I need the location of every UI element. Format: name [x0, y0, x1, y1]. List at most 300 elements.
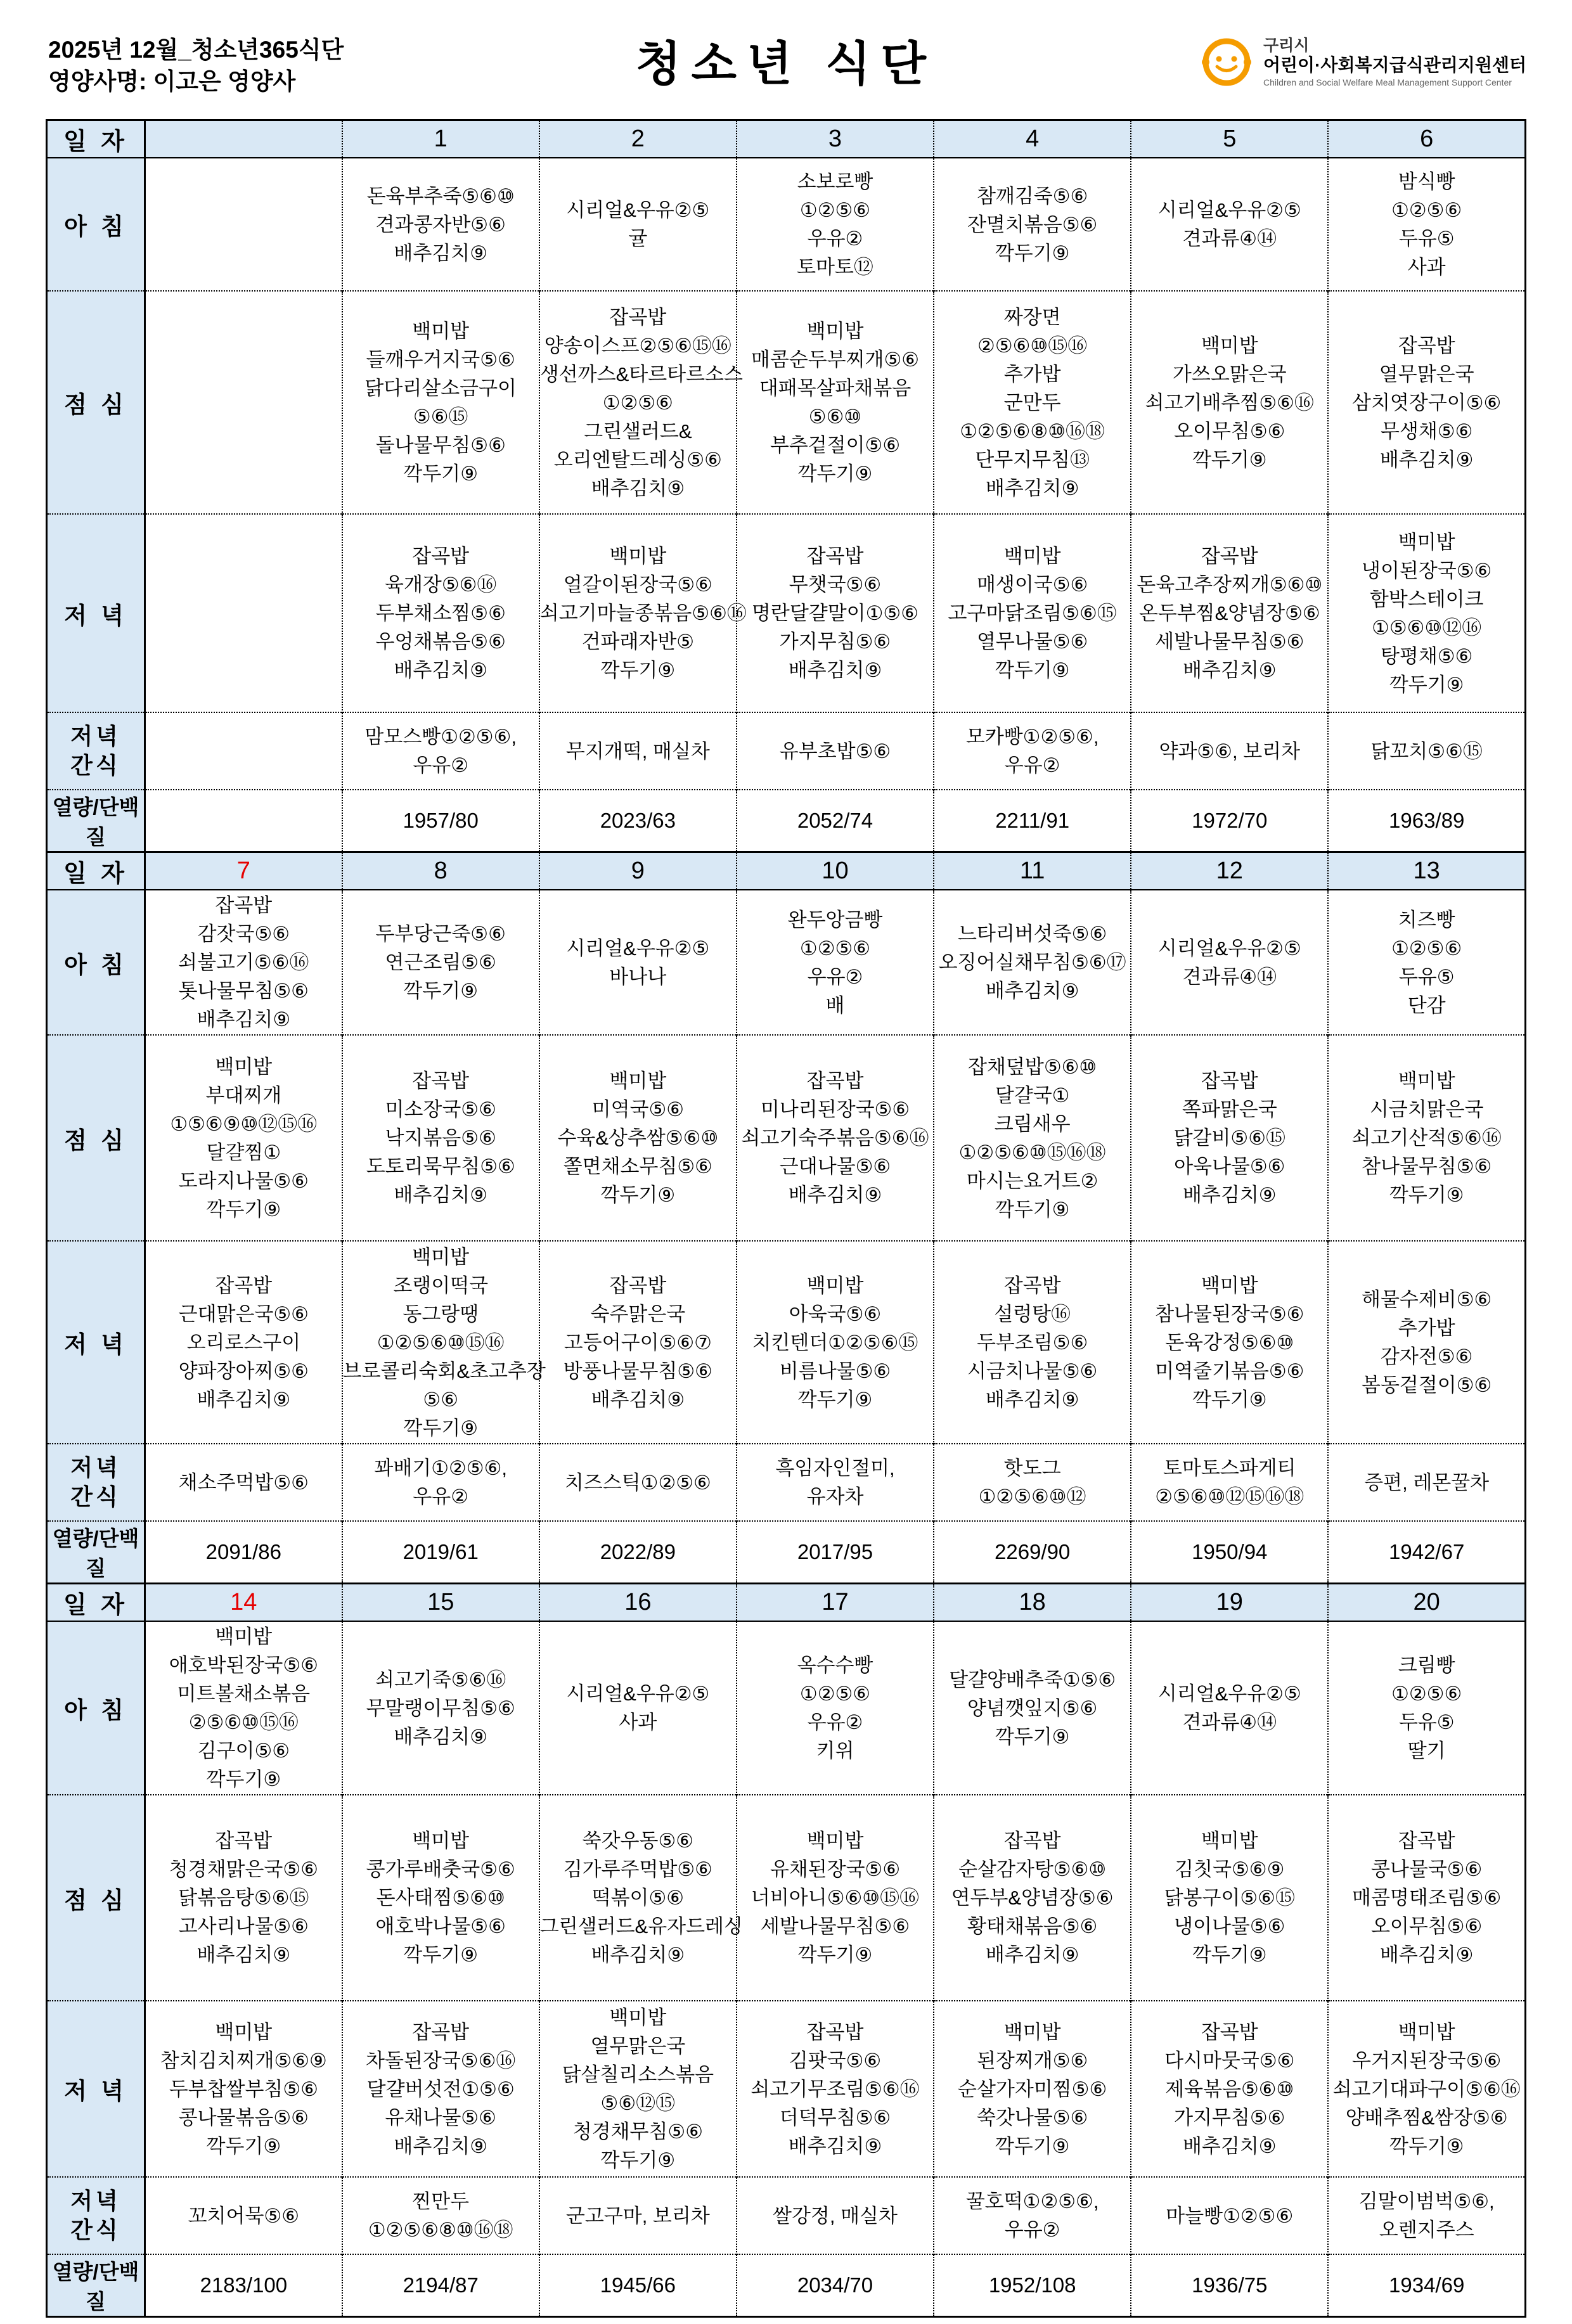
- menu-item: 깍두기⑨: [1389, 2135, 1464, 2157]
- menu-item: 무생채⑤⑥: [1380, 420, 1473, 442]
- calories-value: 1942/67: [1328, 1521, 1525, 1584]
- menu-table: [46, 119, 1526, 2318]
- menu-item: 배추김치⑨: [591, 477, 685, 499]
- menu-item: 백미밥: [806, 1274, 864, 1297]
- dinner-menu-cell: [934, 514, 1131, 712]
- menu-item: 쪽파맑은국: [1182, 1098, 1277, 1120]
- snack-cell: [145, 712, 342, 790]
- menu-item: 유채나물⑤⑥: [385, 2106, 496, 2129]
- menu-item: 잡곡밥: [609, 305, 667, 328]
- menu-item: ⑤⑥⑮: [413, 406, 468, 428]
- logo-org-name-en: Children and Social Welfare Meal Management Support Center: [1263, 77, 1512, 87]
- dinner-menu-cell: [934, 1241, 1131, 1444]
- menu-item: 배추김치⑨: [985, 477, 1079, 499]
- menu-item: 우유②: [807, 965, 863, 988]
- menu-item: 콩나물국⑤⑥: [1370, 1858, 1483, 1880]
- menu-item: 열무맑은국: [590, 2035, 686, 2057]
- menu-item: 두부채소찜⑤⑥: [375, 602, 506, 624]
- menu-item: 백미밥: [1201, 1274, 1258, 1297]
- day-number: 18: [934, 1584, 1131, 1622]
- snack-cell: [342, 712, 539, 790]
- menu-item: 단감: [1407, 994, 1446, 1017]
- day-number: 11: [934, 852, 1131, 890]
- center-logo: [1197, 33, 1526, 91]
- dinner-menu-cell: [1328, 1241, 1525, 1444]
- dinner-menu-cell: [342, 514, 539, 712]
- calories-value: 1957/80: [342, 790, 539, 852]
- menu-item: 백미밥: [215, 2020, 273, 2043]
- menu-item: 세발나물무침⑤⑥: [760, 1915, 910, 1937]
- menu-item: 애호박나물⑤⑥: [375, 1915, 506, 1937]
- lunch-menu-cell: [1328, 291, 1525, 514]
- menu-item: 두부조림⑤⑥: [976, 1331, 1088, 1354]
- snack-item: 쌀강정, 매실차: [773, 2204, 898, 2227]
- menu-item: 열무나물⑤⑥: [976, 631, 1088, 653]
- menu-item: 배추김치⑨: [394, 1725, 487, 1748]
- menu-item: 부대찌개: [205, 1084, 282, 1107]
- snack-item: 우유②: [413, 754, 469, 776]
- dinner-menu-cell: [1328, 514, 1525, 712]
- breakfast-menu-cell: [1328, 158, 1525, 291]
- menu-item: 백미밥: [806, 320, 864, 342]
- menu-item: 다시마뭇국⑤⑥: [1164, 2049, 1295, 2072]
- menu-item: 견과류④⑭: [1182, 965, 1277, 988]
- lunch-menu-cell: [539, 1035, 737, 1241]
- row-label-calories: 열량/단백질: [47, 790, 145, 852]
- row-label-calories: 열량/단백질: [47, 2254, 145, 2317]
- dinner-menu-cell: [1131, 514, 1328, 712]
- calories-value: 1945/66: [539, 2254, 737, 2317]
- row-label-breakfast: 아 침: [47, 158, 145, 291]
- menu-item: 배추김치⑨: [985, 980, 1079, 1002]
- menu-item: 추가밥: [1398, 1317, 1455, 1339]
- menu-item: 건파래자반⑤: [581, 631, 695, 653]
- menu-item: 배추김치⑨: [394, 1184, 487, 1206]
- menu-item: 달걀양배추죽①⑤⑥: [949, 1668, 1116, 1691]
- day-number: 15: [342, 1584, 539, 1622]
- lunch-menu-cell: [1131, 291, 1328, 514]
- day-number: 9: [539, 852, 737, 890]
- menu-item: ①②⑤⑥⑩⑮⑯: [377, 1331, 505, 1354]
- menu-item: 무챗국⑤⑥: [789, 574, 882, 596]
- breakfast-menu-cell: [539, 1621, 737, 1795]
- menu-item: 냉이된장국⑤⑥: [1362, 559, 1492, 582]
- menu-item: 닭봉구이⑤⑥⑮: [1164, 1887, 1295, 1909]
- day-number: 17: [737, 1584, 934, 1622]
- day-number: 13: [1328, 852, 1525, 890]
- menu-item: 도라지나물⑤⑥: [178, 1169, 309, 1192]
- menu-item: 닭갈비⑤⑥⑮: [1173, 1127, 1285, 1149]
- snack-item: 우유②: [1004, 2219, 1060, 2241]
- menu-item: 오징어실채무침⑤⑥⑰: [938, 951, 1126, 973]
- row-label-snack: 저녁 간식: [47, 712, 145, 790]
- breakfast-menu-cell: [145, 890, 342, 1035]
- menu-item: 그린샐러드&유자드레싱: [539, 1915, 743, 1937]
- calories-value: 2194/87: [342, 2254, 539, 2317]
- menu-item: 배추김치⑨: [394, 241, 487, 264]
- menu-item: 두부찹쌀부침⑤⑥: [169, 2077, 318, 2100]
- menu-item: 방풍나물무침⑤⑥: [563, 1359, 712, 1382]
- menu-item: 백미밥: [1003, 545, 1061, 567]
- menu-item: 쫄면채소무침⑤⑥: [563, 1155, 712, 1178]
- row-label-dinner: 저 녁: [47, 1241, 145, 1444]
- menu-item: 깍두기⑨: [995, 2135, 1070, 2157]
- lunch-menu-cell: [934, 291, 1131, 514]
- calories-value: 1950/94: [1131, 1521, 1328, 1584]
- breakfast-menu-cell: [934, 1621, 1131, 1795]
- menu-item: 숙주맑은국: [590, 1302, 686, 1325]
- menu-item: 깍두기⑨: [600, 659, 676, 681]
- menu-item: 달걀버섯전①⑤⑥: [366, 2077, 515, 2100]
- menu-item: 잡곡밥: [1003, 1274, 1061, 1297]
- snack-item: 꽈배기①②⑤⑥,: [374, 1457, 508, 1479]
- snack-item: 증편, 레몬꿀차: [1364, 1471, 1490, 1494]
- menu-item: 배추김치⑨: [196, 1944, 291, 1966]
- snack-cell: [145, 1444, 342, 1521]
- calories-value: 2269/90: [934, 1521, 1131, 1584]
- menu-item: 바나나: [609, 965, 667, 988]
- page-header: [46, 22, 1526, 118]
- day-number: 12: [1131, 852, 1328, 890]
- menu-item: 쇠고기배추찜⑤⑥⑯: [1145, 391, 1314, 414]
- menu-item: 느타리버섯죽⑤⑥: [958, 923, 1107, 945]
- breakfast-menu-cell: [1328, 1621, 1525, 1795]
- calories-value: 2019/61: [342, 1521, 539, 1584]
- lunch-menu-cell: [1131, 1795, 1328, 2001]
- menu-item: 키위: [816, 1740, 854, 1762]
- menu-item: 군만두: [1003, 391, 1061, 414]
- menu-item: 치즈빵: [1398, 908, 1455, 931]
- menu-item: 오리엔탈드레싱⑤⑥: [553, 448, 722, 471]
- menu-item: 떡볶이⑤⑥: [591, 1887, 685, 1909]
- menu-item: 아욱나물⑤⑥: [1174, 1155, 1285, 1178]
- snack-item: 흑임자인절미,: [775, 1457, 895, 1479]
- menu-item: 잡곡밥: [1201, 2020, 1258, 2043]
- menu-item: 배추김치⑨: [1379, 1944, 1474, 1966]
- menu-item: 깍두기⑨: [1389, 673, 1464, 696]
- calories-value: 1963/89: [1328, 790, 1525, 852]
- dinner-menu-cell: [934, 2001, 1131, 2177]
- menu-item: 쇠불고기⑤⑥⑯: [178, 951, 309, 973]
- menu-item: 완두앙금빵: [787, 908, 883, 931]
- breakfast-menu-cell: [1328, 890, 1525, 1035]
- menu-item: 황태채볶음⑤⑥: [967, 1915, 1098, 1937]
- menu-item: 시리얼&우유②⑤: [1157, 1683, 1301, 1705]
- menu-item: 단무지무침⑬: [975, 448, 1090, 471]
- snack-cell: [1131, 2177, 1328, 2254]
- menu-item: 그린샐러드&: [584, 420, 692, 442]
- snack-cell: [1131, 712, 1328, 790]
- menu-item: 부추겉절이⑤⑥: [770, 434, 901, 456]
- calories-value: 1936/75: [1131, 2254, 1328, 2317]
- snack-item: 오렌지주스: [1379, 2219, 1474, 2241]
- menu-item: 시금치맑은국: [1369, 1098, 1484, 1120]
- menu-item: 깍두기⑨: [600, 1184, 676, 1206]
- menu-item: 애호박된장국⑤⑥: [169, 1654, 318, 1676]
- menu-item: 톳나물무침⑤⑥: [178, 980, 309, 1002]
- breakfast-menu-cell: [934, 158, 1131, 291]
- dinner-menu-cell: [737, 514, 934, 712]
- menu-item: 두유⑤: [1398, 228, 1455, 250]
- menu-item: 배추김치⑨: [788, 659, 882, 681]
- menu-item: 참치김치찌개⑤⑥⑨: [160, 2049, 327, 2072]
- lunch-menu-cell: [342, 1795, 539, 2001]
- menu-item: 배추김치⑨: [788, 2135, 882, 2157]
- snack-cell: [934, 712, 1131, 790]
- menu-item: 미역국⑤⑥: [591, 1098, 685, 1120]
- menu-item: 치킨텐더①②⑤⑥⑮: [752, 1331, 918, 1354]
- calories-value: 1972/70: [1131, 790, 1328, 852]
- menu-item: 연두부&양념장⑤⑥: [951, 1887, 1114, 1909]
- menu-item: 돈육고추장찌개⑤⑥⑩: [1137, 574, 1323, 596]
- menu-item: 돈육강정⑤⑥⑩: [1165, 1331, 1294, 1354]
- menu-item: 백미밥: [1003, 2020, 1061, 2043]
- day-number: 4: [934, 120, 1131, 158]
- menu-item: 낙지볶음⑤⑥: [385, 1127, 496, 1149]
- menu-item: 배추김치⑨: [788, 1184, 882, 1206]
- calories-value: 2091/86: [145, 1521, 342, 1584]
- lunch-menu-cell: [539, 1795, 743, 2001]
- menu-item: 깍두기⑨: [403, 1944, 479, 1966]
- snack-item: 치즈스틱①②⑤⑥: [564, 1471, 711, 1494]
- menu-item: 옥수수빵: [797, 1654, 873, 1676]
- menu-item: 잔멸치볶음⑤⑥: [967, 213, 1098, 236]
- snack-item: 무지개떡, 매실차: [565, 740, 710, 762]
- menu-item: 청경채무침⑤⑥: [572, 2121, 703, 2143]
- menu-item: 봄동겉절이⑤⑥: [1362, 1374, 1492, 1396]
- dietitian-name: 영양사명: 이고은 영양사: [48, 68, 296, 94]
- menu-item: 배추김치⑨: [985, 1944, 1079, 1966]
- menu-item: ⑤⑥⑩: [808, 406, 862, 428]
- breakfast-menu-cell: [342, 890, 539, 1035]
- menu-item: 백미밥: [609, 545, 667, 567]
- menu-item: 배추김치⑨: [985, 1388, 1079, 1411]
- menu-item: 매콤순두부찌개⑤⑥: [751, 349, 920, 371]
- breakfast-menu-cell: [737, 158, 934, 291]
- menu-item: ①②⑤⑥: [1391, 937, 1462, 960]
- menu-item: 온두부찜&양념장⑤⑥: [1138, 602, 1320, 624]
- menu-item: 열무맑은국: [1379, 363, 1474, 385]
- menu-item: 달걀찜①: [206, 1141, 281, 1164]
- snack-item: 맘모스빵①②⑤⑥,: [364, 726, 517, 748]
- menu-item: 잡곡밥: [1398, 1830, 1455, 1852]
- menu-item: 토마토⑫: [797, 256, 873, 278]
- dinner-menu-cell: [1131, 1241, 1328, 1444]
- menu-item: 두유⑤: [1398, 965, 1455, 988]
- menu-item: 깍두기⑨: [995, 1725, 1070, 1748]
- menu-item: ①②⑤⑥: [1391, 1683, 1462, 1705]
- snack-cell: [342, 2177, 539, 2254]
- day-number: 20: [1328, 1584, 1525, 1622]
- menu-item: 명란달걀말이①⑤⑥: [751, 602, 919, 624]
- menu-item: 감잣국⑤⑥: [197, 923, 290, 945]
- menu-item: 설렁탕⑯: [994, 1302, 1071, 1325]
- menu-item: 잡곡밥: [412, 545, 470, 567]
- dinner-menu-cell: [737, 1241, 934, 1444]
- menu-item: 쇠고기마늘종볶음⑤⑥⑯: [539, 602, 747, 624]
- lunch-menu-cell: [145, 1795, 342, 2001]
- menu-item: 깍두기⑨: [797, 463, 873, 485]
- menu-item: 시리얼&우유②⑤: [566, 937, 710, 960]
- menu-item: 오이무침⑤⑥: [1174, 420, 1285, 442]
- calories-value: 2023/63: [539, 790, 737, 852]
- row-label-date: 일 자: [47, 120, 145, 158]
- plan-info: [48, 34, 344, 98]
- menu-item: 냉이나물⑤⑥: [1174, 1915, 1285, 1937]
- menu-item: 사과: [1407, 256, 1446, 278]
- snack-item: 핫도그: [1003, 1457, 1061, 1479]
- menu-item: 두유⑤: [1398, 1711, 1455, 1733]
- dinner-menu-cell: [539, 514, 747, 712]
- menu-item: 가지무침⑤⑥: [1174, 2106, 1285, 2129]
- menu-item: ①⑤⑥⑩⑫⑯: [1372, 616, 1482, 639]
- menu-item: 닭볶음탕⑤⑥⑮: [178, 1887, 309, 1909]
- menu-item: 백미밥: [609, 2006, 667, 2029]
- menu-item: 깍두기⑨: [995, 659, 1070, 681]
- menu-item: 김팟국⑤⑥: [789, 2049, 882, 2072]
- menu-item: 잡곡밥: [215, 1830, 273, 1852]
- menu-item: 고사리나물⑤⑥: [178, 1915, 309, 1937]
- menu-item: 잡채덮밥⑤⑥⑩: [968, 1055, 1097, 1078]
- menu-item: 쇠고기숙주볶음⑤⑥⑯: [741, 1127, 929, 1149]
- smiley-face-icon: [1197, 33, 1256, 91]
- menu-item: 해물수제비⑤⑥: [1362, 1288, 1492, 1311]
- menu-item: 배추김치⑨: [591, 1388, 685, 1411]
- menu-item: 깍두기⑨: [995, 1198, 1070, 1221]
- day-number: 5: [1131, 120, 1328, 158]
- menu-item: 제육볶음⑤⑥⑩: [1165, 2077, 1294, 2100]
- breakfast-menu-cell: [1131, 1621, 1328, 1795]
- lunch-menu-cell: [737, 291, 934, 514]
- logo-city: 구리시: [1263, 36, 1310, 55]
- menu-item: 배추김치⑨: [394, 2135, 487, 2157]
- snack-cell: [539, 1444, 737, 1521]
- menu-item: 잡곡밥: [215, 894, 273, 916]
- menu-item: 깍두기⑨: [1192, 1944, 1267, 1966]
- menu-item: ①②⑤⑥: [799, 199, 871, 221]
- menu-item: 콩나물볶음⑤⑥: [178, 2106, 309, 2129]
- calories-value: 2017/95: [737, 1521, 934, 1584]
- snack-item: 유부초밥⑤⑥: [779, 740, 891, 762]
- menu-item: 오이무침⑤⑥: [1370, 1915, 1483, 1937]
- menu-item: 배추김치⑨: [1182, 2135, 1277, 2157]
- menu-item: 배추김치⑨: [394, 659, 487, 681]
- snack-item: 꿀호떡①②⑤⑥,: [965, 2190, 1099, 2212]
- menu-item: 잡곡밥: [806, 545, 864, 567]
- lunch-menu-cell: [934, 1795, 1131, 2001]
- menu-item: ②⑤⑥⑩⑮⑯: [977, 334, 1088, 357]
- menu-item: 감자전⑤⑥: [1380, 1345, 1473, 1368]
- snack-cell: [1328, 1444, 1525, 1521]
- menu-item: 우엉채볶음⑤⑥: [375, 631, 506, 653]
- dinner-menu-cell: [145, 1241, 342, 1444]
- menu-item: 고등어구이⑤⑥⑦: [564, 1331, 712, 1354]
- menu-item: 육개장⑤⑥⑯: [385, 574, 497, 596]
- menu-item: 밤식빵: [1398, 170, 1455, 193]
- menu-item: 백미밥: [215, 1626, 273, 1648]
- menu-item: 참깨김죽⑤⑥: [976, 184, 1088, 207]
- breakfast-menu-cell: [737, 1621, 934, 1795]
- menu-item: 차돌된장국⑤⑥⑯: [366, 2049, 516, 2072]
- calories-value: 1952/108: [934, 2254, 1131, 2317]
- calories-value: 2052/74: [737, 790, 934, 852]
- menu-item: 청경채맑은국⑤⑥: [169, 1858, 318, 1880]
- snack-cell: [934, 2177, 1131, 2254]
- menu-item: 된장찌개⑤⑥: [976, 2049, 1088, 2072]
- breakfast-menu-cell: [342, 158, 539, 291]
- plan-month-title: 2025년 12월_청소년365식단: [48, 37, 344, 63]
- menu-item: 딸기: [1407, 1740, 1446, 1762]
- snack-item: 마늘빵①②⑤⑥: [1166, 2204, 1294, 2227]
- day-number: 14: [145, 1584, 342, 1622]
- menu-item: 견과류④⑭: [1182, 228, 1277, 250]
- menu-item: 양송이스프②⑤⑥⑮⑯: [544, 334, 731, 357]
- day-number: 3: [737, 120, 934, 158]
- calories-value: 2034/70: [737, 2254, 934, 2317]
- menu-item: 쇠고기무조림⑤⑥⑯: [751, 2077, 920, 2100]
- menu-item: 추가밥: [1003, 363, 1061, 385]
- dinner-menu-cell: [145, 514, 342, 712]
- snack-item: 약과⑤⑥, 보리차: [1159, 740, 1301, 762]
- menu-item: 배추김치⑨: [196, 1388, 291, 1411]
- lunch-menu-cell: [539, 291, 743, 514]
- menu-item: 콩가루배춧국⑤⑥: [366, 1858, 515, 1880]
- menu-item: ②⑤⑥⑩⑮⑯: [188, 1711, 299, 1733]
- menu-item: 두부당근죽⑤⑥: [375, 923, 506, 945]
- menu-item: 브로콜리숙회&초고추장: [342, 1359, 546, 1382]
- menu-item: 크림새우: [994, 1112, 1071, 1135]
- menu-item: 깍두기⑨: [403, 980, 479, 1002]
- menu-item: 잡곡밥: [1003, 1830, 1061, 1852]
- menu-item: 쑥갓나물⑤⑥: [976, 2106, 1088, 2129]
- breakfast-menu-cell: [1131, 890, 1328, 1035]
- snack-item: 모카빵①②⑤⑥,: [965, 726, 1099, 748]
- menu-item: ①②⑤⑥⑩⑮⑯⑱: [958, 1141, 1106, 1164]
- menu-item: 대패목살파채볶음: [759, 377, 912, 399]
- menu-item: 양념깻잎지⑤⑥: [967, 1697, 1098, 1719]
- menu-item: 우유②: [807, 1711, 863, 1733]
- menu-item: 깍두기⑨: [797, 1388, 873, 1411]
- day-number: 6: [1328, 120, 1525, 158]
- day-number: [145, 120, 342, 158]
- menu-item: 근대나물⑤⑥: [779, 1155, 891, 1178]
- lunch-menu-cell: [1131, 1035, 1328, 1241]
- menu-item: 닭다리살소금구이: [364, 377, 517, 399]
- breakfast-menu-cell: [342, 1621, 539, 1795]
- menu-item: 견과류④⑭: [1182, 1711, 1277, 1733]
- snack-cell: [1328, 2177, 1525, 2254]
- snack-cell: [1328, 712, 1525, 790]
- menu-item: 잡곡밥: [609, 1274, 667, 1297]
- menu-item: 백미밥: [609, 1070, 667, 1092]
- menu-item: 쇠고기대파구이⑤⑥⑯: [1332, 2077, 1521, 2100]
- menu-item: 백미밥: [1201, 334, 1258, 357]
- menu-item: 잡곡밥: [806, 1070, 864, 1092]
- menu-item: 깍두기⑨: [403, 1416, 479, 1439]
- menu-item: 쑥갓우동⑤⑥: [582, 1830, 694, 1852]
- menu-item: ①②⑤⑥: [1391, 199, 1462, 221]
- menu-item: 배추김치⑨: [1182, 659, 1277, 681]
- menu-item: 배: [825, 994, 845, 1017]
- menu-item: 시리얼&우유②⑤: [1157, 937, 1301, 960]
- snack-item: 꼬치어묵⑤⑥: [188, 2204, 299, 2227]
- dinner-menu-cell: [1131, 2001, 1328, 2177]
- menu-item: ⑤⑥⑫⑮: [600, 2092, 676, 2114]
- lunch-menu-cell: [737, 1795, 934, 2001]
- row-label-lunch: 점 심: [47, 291, 145, 514]
- snack-cell: [342, 1444, 539, 1521]
- logo-org-name: 어린이·사회복지급식관리지원센터: [1263, 55, 1526, 75]
